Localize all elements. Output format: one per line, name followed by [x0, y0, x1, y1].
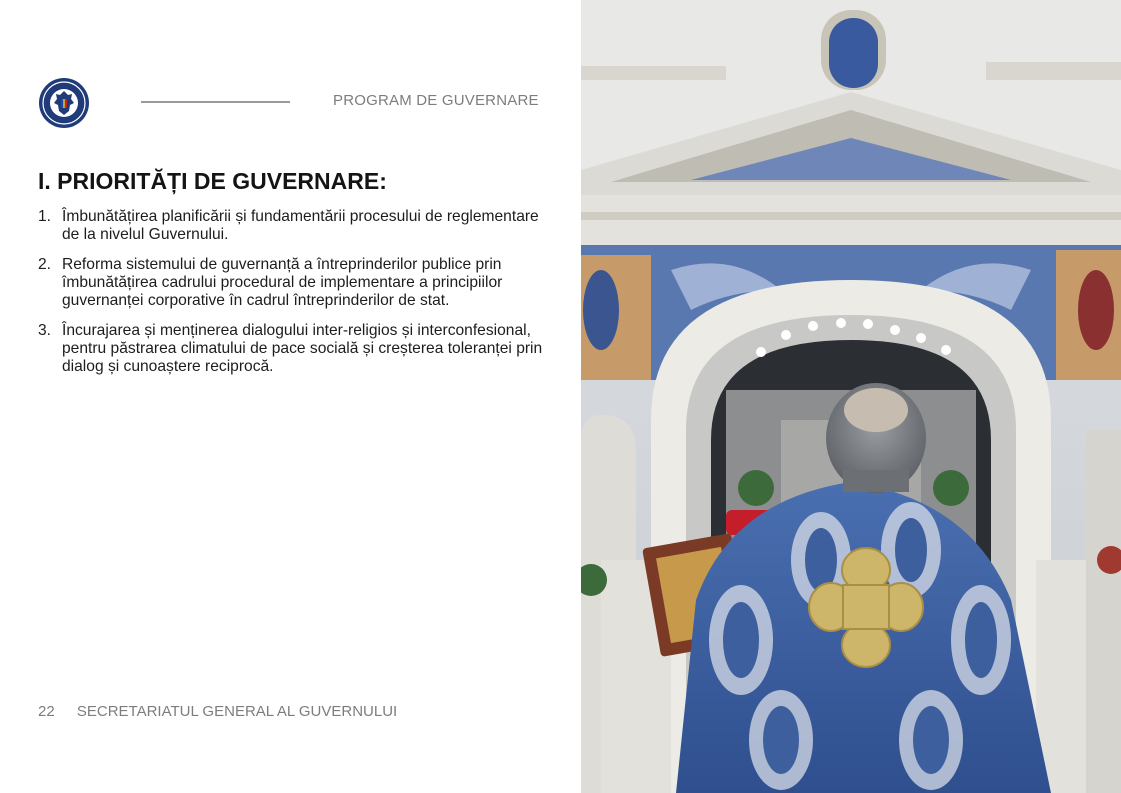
item-text: Îmbunătățirea planificării și fundamentării procesului de reglementare de la nivelul Guvernului.	[62, 208, 539, 243]
page-title: I. PRIORITĂȚI DE GUVERNARE:	[38, 168, 387, 194]
priorities-list	[38, 208, 550, 388]
guvernul-romaniei-seal-icon	[38, 77, 90, 129]
item-text: Reforma sistemului de guvernanță a întreprinderilor publice prin îmbunătățirea cadrului procedural de implementare a principiilor guvernanței corporative în cadrul întreprinderilor de stat.	[62, 256, 503, 309]
header-rule	[141, 101, 290, 103]
orthodox-priest-church-photo	[581, 0, 1121, 793]
page-footer	[38, 703, 397, 720]
list-item	[38, 322, 550, 376]
list-item	[38, 208, 550, 244]
footer-org-name: SECRETARIATUL GENERAL AL GUVERNULUI	[76, 703, 398, 720]
item-number: 3.	[38, 322, 52, 339]
list-item	[38, 256, 550, 310]
page-number: 22	[38, 703, 55, 720]
program-label: PROGRAM DE GUVERNARE	[333, 92, 539, 109]
item-number: 1.	[38, 208, 52, 225]
item-number: 2.	[38, 256, 52, 273]
item-text: Încurajarea și menținerea dialogului inter-religios și interconfesional, pentru păstrarea climatului de pace socială și creșterea toleranței prin dialog și cunoaștere reciprocă.	[62, 322, 543, 375]
